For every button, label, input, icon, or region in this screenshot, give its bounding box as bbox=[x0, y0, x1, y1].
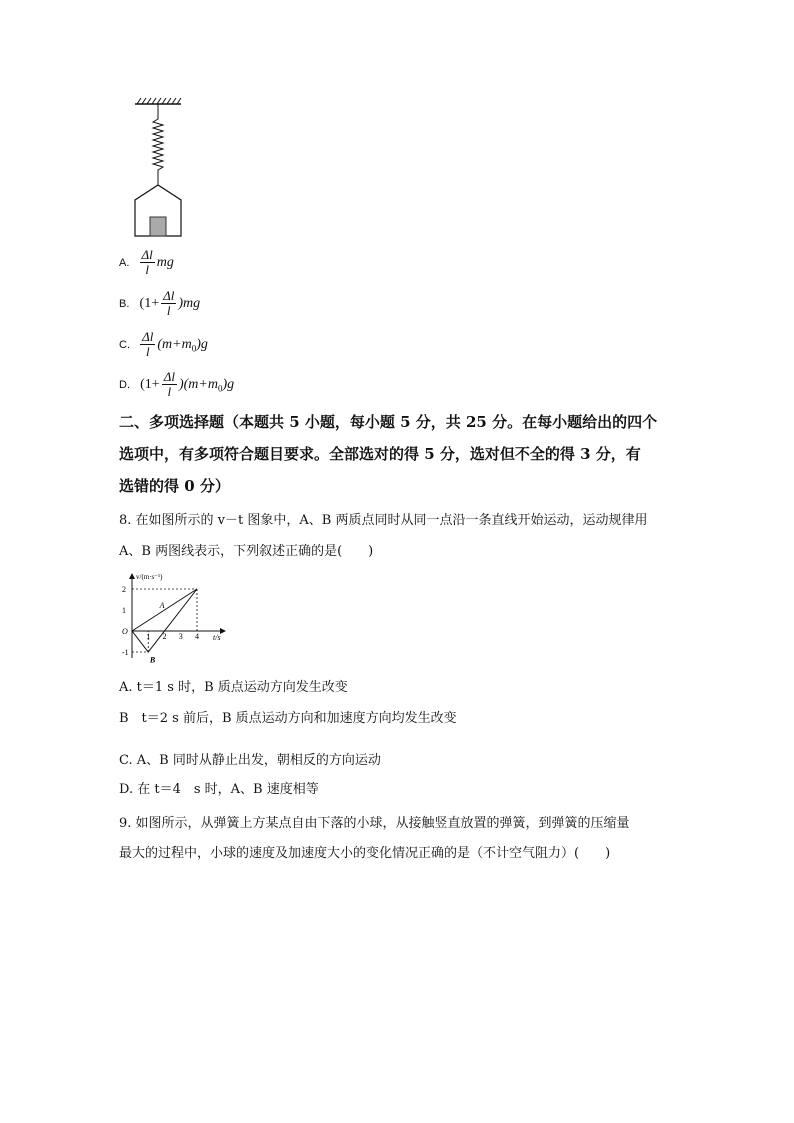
expression: mg bbox=[156, 255, 174, 270]
inner-block bbox=[150, 217, 166, 236]
section-line-3: 选错的得 0 分） bbox=[119, 477, 230, 495]
expression-prefix: (1+ bbox=[140, 377, 160, 392]
subscript: 0 bbox=[217, 383, 223, 394]
option-d[interactable] bbox=[119, 370, 234, 399]
q8-option-a[interactable]: A. t＝1 s 时，B 质点运动方向发生改变 bbox=[119, 680, 348, 695]
option-label: C. bbox=[119, 339, 130, 351]
y-tick-label: O bbox=[122, 627, 128, 636]
expression-tail: )g bbox=[196, 337, 208, 352]
q8-option-d[interactable]: D. 在 t＝4 s 时，A、B 速度相等 bbox=[119, 782, 319, 797]
option-c[interactable] bbox=[119, 330, 208, 359]
q8-option-b[interactable]: B t＝2 s 前后，B 质点运动方向和加速度方向均发生改变 bbox=[119, 711, 457, 726]
x-tick-label: 1 bbox=[146, 632, 151, 641]
x-axis-label: t/s bbox=[213, 633, 221, 642]
x-tick-label: 2 bbox=[162, 632, 167, 641]
expression: )mg bbox=[178, 296, 201, 311]
y-axis-label: v/(m·s⁻¹) bbox=[136, 573, 163, 581]
series-line-b bbox=[132, 589, 197, 652]
q9-stem-line-2: 最大的过程中，小球的速度及加速度大小的变化情况正确的是（不计空气阻力）( ) bbox=[119, 846, 611, 861]
option-label: D. bbox=[119, 379, 130, 391]
y-tick-label: -1 bbox=[122, 648, 129, 657]
series-label-a: A bbox=[159, 600, 165, 610]
q8-stem-line-2: A、B 两图线表示，下列叙述正确的是( ) bbox=[119, 544, 374, 559]
spring bbox=[153, 104, 163, 185]
q8-option-c[interactable]: C. A、B 同时从静止出发，朝相反的方向运动 bbox=[119, 753, 381, 768]
fraction: $\frac{\Delta l}{l}$ bbox=[163, 288, 175, 318]
section-line-1: 二、多项选择题（本题共 5 小题，每小题 5 分，共 25 分。在每小题给出的四个 bbox=[119, 413, 658, 431]
fraction: $\frac{\Delta l}{l}$ bbox=[141, 247, 153, 277]
option-b[interactable] bbox=[119, 289, 200, 318]
y-tick-label: 2 bbox=[122, 585, 126, 594]
x-tick-label: 3 bbox=[178, 632, 183, 641]
fraction: $\frac{\Delta l}{l}$ bbox=[163, 369, 175, 399]
q8-stem-line-1: 8. 在如图所示的 v－t 图象中，A、B 两质点同时从同一点沿一条直线开始运动，运动规律用 bbox=[119, 513, 648, 528]
option-label: B. bbox=[119, 298, 130, 310]
fraction: $\frac{\Delta l}{l}$ bbox=[142, 329, 154, 359]
section-line-2: 选项中，有多项符合题目要求。全部选对的得 5 分，选对但不全的得 3 分，有 bbox=[119, 445, 641, 463]
expression: )(m+m bbox=[178, 377, 218, 392]
y-tick-label: 1 bbox=[122, 606, 126, 615]
option-a[interactable] bbox=[119, 248, 174, 277]
section-heading bbox=[119, 406, 679, 502]
ceiling-hatch bbox=[137, 98, 181, 104]
vt-chart bbox=[115, 568, 235, 663]
expression: (m+m bbox=[157, 337, 192, 352]
option-label: A. bbox=[119, 257, 130, 269]
subscript: 0 bbox=[191, 343, 197, 354]
q9-stem-line-1: 9. 如图所示，从弹簧上方某点自由下落的小球，从接触竖直放置的弹簧，到弹簧的压缩量 bbox=[119, 816, 630, 831]
series-line-a bbox=[132, 589, 197, 631]
spring-box-figure bbox=[125, 95, 195, 240]
series-label-b: B bbox=[149, 655, 156, 663]
expression-tail: )g bbox=[222, 377, 235, 392]
expression-prefix: (1+ bbox=[139, 296, 160, 311]
x-tick-label: 4 bbox=[195, 632, 199, 641]
